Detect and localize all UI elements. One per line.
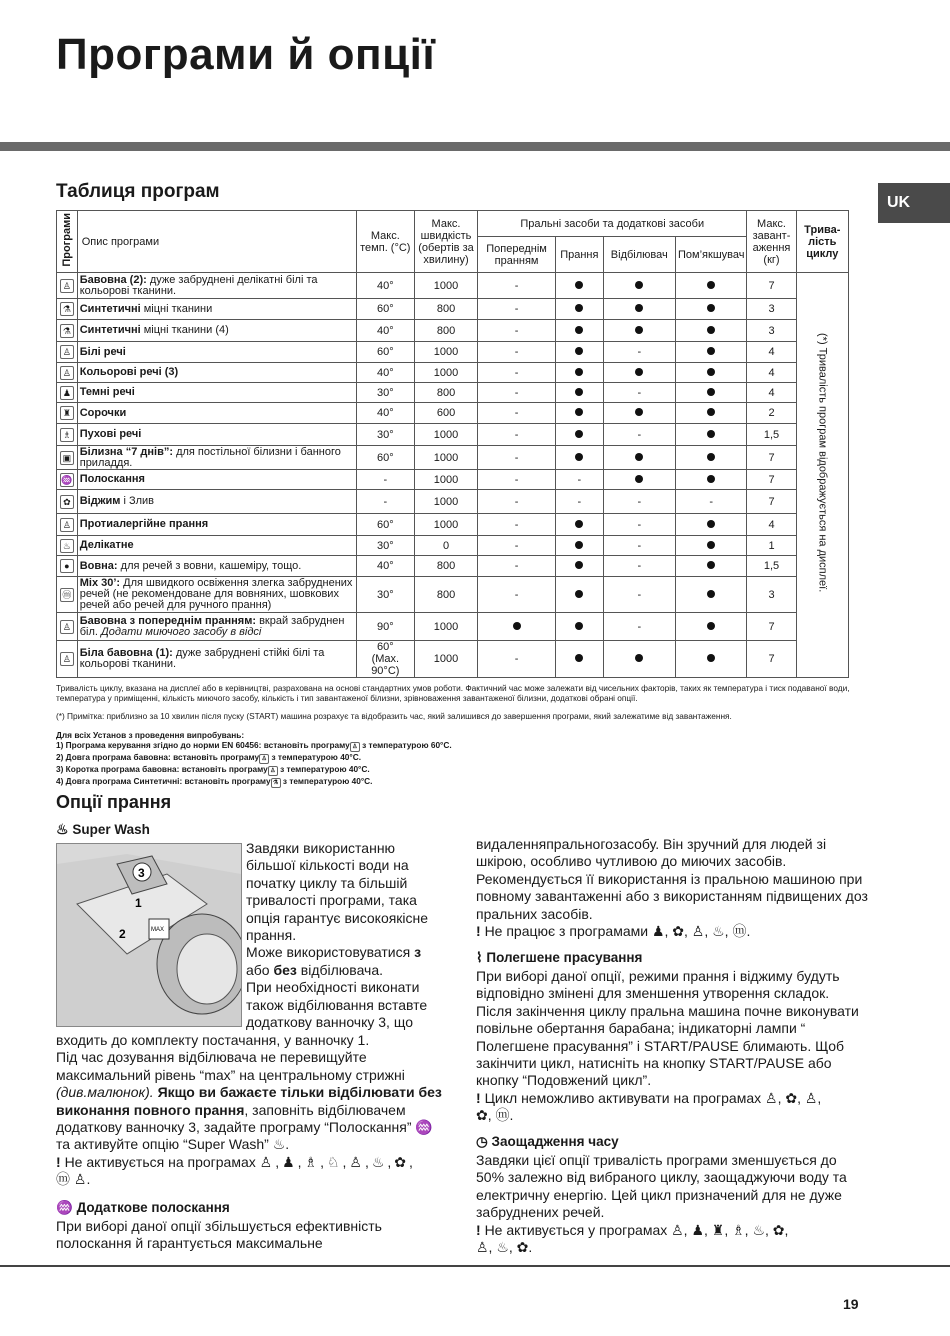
cell-temp: 60° [356,446,414,470]
cell-soft [676,577,747,613]
shirt-icon: ♙ [60,345,74,359]
prewash-90-icon: ♙ [73,1171,87,1188]
table-row [57,613,849,641]
cell-soft [676,613,747,641]
filled-dot [575,281,583,289]
cell-bleach: - [603,383,675,403]
cell-soft [676,342,747,363]
filled-dot [575,326,583,334]
cell-pre [477,613,555,641]
row-description: Білизна “7 днів”: для постільної білизни і банного приладдя. [77,446,356,470]
cell-wash: - [556,490,603,514]
table-row [57,403,849,424]
table-row [57,514,849,536]
iron-icon: ⌇ [476,950,483,965]
cell-wash [556,363,603,383]
cell-bleach: - [603,613,675,641]
cell-bleach [603,470,675,490]
cell-wash [556,320,603,342]
cell-temp: 30° [356,536,414,556]
cell-wash [556,641,603,678]
cell-pre: - [477,446,555,470]
language-tab: UK [878,183,950,223]
header-bleach: Відбілювач [603,237,675,273]
header-prewash: Попереднім пранням [477,237,555,273]
filled-dot [635,654,643,662]
cell-load: 4 [747,342,796,363]
row-icon [57,641,78,678]
table-row [57,446,849,470]
delicate-icon: ♨ [60,539,74,553]
fig-label-max: MAX [151,927,165,933]
cell-speed: 800 [415,299,478,320]
cell-load: 1,5 [747,424,796,446]
cell-load: 7 [747,641,796,678]
cell-wash [556,383,603,403]
table-row [57,470,849,490]
page-title: Програми й опції [56,30,436,79]
row-description: Вовна: для речей з вовни, кашеміру, тощо. [77,556,356,577]
filled-dot [575,347,583,355]
row-icon [57,273,78,299]
row-icon [57,536,78,556]
cell-wash [556,536,603,556]
table-footnote-2: (*) Примітка: приблизно за 10 хвилин після пуску (START) машина розрахує та відобразить час, який залишився до завершення програми, який залежатиме від завантаження. [56,711,732,721]
cell-temp: 90° [356,613,414,641]
cell-pre: - [477,363,555,383]
cell-load: 7 [747,470,796,490]
filled-dot [513,622,521,630]
cell-bleach: - [603,514,675,536]
rinse-icon: ♒ [415,1119,433,1136]
header-temp: Макс. темп. (°C) [356,211,414,273]
table-row [57,556,849,577]
cell-pre: - [477,490,555,514]
cell-pre: - [477,577,555,613]
filled-dot [707,520,715,528]
filled-dot [707,408,715,416]
easy-iron-text: При виборі даної опції, режими прання і віджиму будуть відповідно змінені для зменшення утворення складок. Після закінчення циклу пральна машина почне виконувати повільне обертання барабана; індикаторні лампи “ Полегшене прасування” і START/PAUSE блимають. Щоб закінчити цикл, натисніть на кнопку START/PAUSE або кнопку “Подовжений цикл”. ! Цикл неможливо активувати на програмах ♙, ✿, ♙, ✿, ⓜ. [476,968,859,1124]
cell-speed: 1000 [415,273,478,299]
row-icon [57,613,78,641]
filled-dot [707,281,715,289]
wool-icon: ● [60,559,74,573]
cell-speed: 1000 [415,490,478,514]
filled-dot [635,281,643,289]
cell-speed: 0 [415,536,478,556]
filled-dot [707,388,715,396]
cell-pre: - [477,383,555,403]
cell-soft [676,299,747,320]
cell-soft [676,641,747,678]
row-icon [57,556,78,577]
cell-soft [676,273,747,299]
cell-wash [556,514,603,536]
superwash-icon: ♨ [56,821,69,837]
cell-soft [676,383,747,403]
cell-load: 7 [747,273,796,299]
filled-dot [635,368,643,376]
shirt-40-icon: ♙ [60,279,74,293]
cell-wash [556,299,603,320]
superwash-text-narrow: Завдяки використанню більшої кількості води на початку циклу та більшій тривалості програми, така опція гарантує високоякісне прання. Може використовуватися з або без відбілювача. При необхідності виконати також відбілювання вставте додаткову ванночку 3, що [246,840,429,1031]
filled-dot [707,475,715,483]
header-duration: Трива-лість циклу [796,211,848,273]
program-icons: ♙,♟,♗,♘,♙,♨,✿, [259,1153,416,1170]
antiallergy-icon: ♙ [60,518,74,532]
cell-temp: 40° [356,556,414,577]
table-row [57,383,849,403]
row-icon [57,470,78,490]
row-description: Бавовна (2): дуже забруднені делікатні білі та кольорові тканини. [77,273,356,299]
fig-label-3: 3 [138,866,145,880]
header-detergents: Пральні засоби та додаткові засоби [477,211,746,237]
cell-load: 7 [747,490,796,514]
cell-bleach [603,446,675,470]
table-row [57,424,849,446]
row-description: Кольорові речі (3) [77,363,356,383]
header-softener: Пом’якшувач [676,237,747,273]
cell-load: 7 [747,613,796,641]
table-row [57,299,849,320]
filled-dot [707,347,715,355]
flask-icon: ⚗ [60,324,74,338]
filled-dot [575,622,583,630]
filled-dot [635,326,643,334]
test-instructions: Для всіх Установ з проведення випробувань: 1) Програма керування згідно до норми EN 60456: встановіть програму ♙ з температурою 60°C. 2) Довга програма бавовна: встановіть програму ♙ з температурою 40°C. 3) Коротка програма бавовна: встановіть програму ♙ з температурою 40°C. 4) Довга програма Синтетичні: встановіть програму ⚗ з температурою 40°C. [56,730,452,786]
filled-dot [707,304,715,312]
cell-temp: 30° [356,577,414,613]
cell-pre: - [477,514,555,536]
easy-iron-title: ⌇ Полегшене прасування [476,950,643,965]
cell-wash [556,613,603,641]
cell-temp: 40° [356,403,414,424]
row-icon [57,299,78,320]
shirt-color-icon: ♙ [268,766,278,776]
extra-rinse-title: ♒ Додаткове полоскання [56,1200,230,1215]
filled-dot [575,654,583,662]
cell-temp: 60° [356,514,414,536]
filled-dot [575,541,583,549]
cell-pre: - [477,470,555,490]
cell-wash [556,446,603,470]
fig-label-2: 2 [119,927,126,941]
table-footnote: Тривалість циклу, вказана на дисплеї або в керівництві, разрахована на основі стандартних умов роботи. Фактичний час може залежати від чисельних факторів, таких як температура і тиск подаваної води, температура у приміщенні, кількість миючого засобу, кількість і тип завантаженої білизни, зрівноваження завантаженої білизни, додаткові обрані опції. [56,683,850,703]
cell-load: 2 [747,403,796,424]
program-icons-3: ♙, ♟, ♜, ♗, ♨, ✿, [671,1221,789,1238]
superwash-icon: ♨ [272,1136,286,1153]
footer-rule [0,1265,950,1267]
cell-pre: - [477,342,555,363]
table-row [57,490,849,514]
row-description: Протиалергійне прання [77,514,356,536]
filled-dot [707,590,715,598]
cell-wash [556,273,603,299]
table-row [57,342,849,363]
row-icon [57,320,78,342]
cell-speed: 800 [415,556,478,577]
cell-load: 3 [747,320,796,342]
cell-bleach [603,403,675,424]
row-icon [57,363,78,383]
cell-bleach: - [603,577,675,613]
filled-dot [707,453,715,461]
cell-pre: - [477,424,555,446]
cell-speed: 800 [415,383,478,403]
cell-bleach: - [603,490,675,514]
row-description: Полоскання [77,470,356,490]
table-row [57,536,849,556]
row-icon [57,424,78,446]
cell-bleach [603,299,675,320]
row-icon [57,514,78,536]
cell-load: 3 [747,299,796,320]
options-heading: Опції прання [56,792,172,812]
row-icon [57,383,78,403]
table-heading: Таблиця програм [56,181,220,202]
cotton-60-icon: ♙ [60,652,74,666]
time-saving-text: Завдяки цієї опції тривалість програми зменшується до 50% залежно від вибраного циклу, заощаджуючи воду та електричну енергію. Цей цикл призначений для не дуже забруднених речей. ! Не активується у програмах ♙, ♟, ♜, ♗, ♨, ✿, ♙, ♨, ✿. [476,1152,847,1256]
filled-dot [635,408,643,416]
cell-temp: 40° [356,363,414,383]
program-icons-2b: ✿, ⓜ. [476,1107,514,1124]
superwash-text-wide: входить до комплекту постачання, у ванночку 1. Під час дозування відбілювача не перевищуйте максимальний рівень “max” на центральному стрижні (див.малюнок). Якщо ви бажаєте тільки відбілювати без виконання повного прання, заповніть відбілювачем додаткову ванночку 3, задайте програму “Полоскання” ♒ та активуйте опцію “Super Wash” ♨. ! Не активується на програмах ♙,♟,♗,♘,♙,♨,✿, ⓜ ♙. [56,1032,442,1188]
cell-temp: 60° (Max. 90°C) [356,641,414,678]
cell-temp: 30° [356,424,414,446]
filled-dot [575,304,583,312]
row-icon [57,403,78,424]
fig-label-1: 1 [135,896,142,910]
spin-icon: ✿ [60,495,74,509]
superwash-title: ♨ Super Wash [56,821,150,837]
flask-icon: ⚗ [60,302,74,316]
cell-load: 1 [747,536,796,556]
row-description: Mix 30’: Для швидкого освіження злегка забруднених речей (не рекомендоване для вовняних, шовкових речей або речей для ручного прання) [77,577,356,613]
cell-speed: 1000 [415,613,478,641]
cell-temp: - [356,490,414,514]
cell-wash: - [556,470,603,490]
feather-icon: ♗ [60,428,74,442]
duration-note: (*) Тривалість програм відображується на дисплеї. [796,273,848,678]
cell-load: 7 [747,446,796,470]
cell-bleach: - [603,424,675,446]
cell-soft [676,514,747,536]
cell-pre: - [477,556,555,577]
cell-wash [556,424,603,446]
towels-icon: ▣ [60,451,74,465]
row-description: Темні речі [77,383,356,403]
filled-dot [707,541,715,549]
cell-soft: - [676,490,747,514]
filled-dot [575,388,583,396]
shirt-color-icon: ♙ [60,366,74,380]
header-description: Опис програми [77,211,356,273]
filled-dot [707,430,715,438]
row-description: Делікатне [77,536,356,556]
filled-dot [575,590,583,598]
cell-soft [676,536,747,556]
cell-load: 4 [747,363,796,383]
cell-wash [556,556,603,577]
cell-pre: - [477,320,555,342]
filled-dot [575,520,583,528]
table-row [57,577,849,613]
cell-load: 3 [747,577,796,613]
col2-text: видаленняпральногозасобу. Він зручний для людей зі шкірою, особливо чутливою до миючих засобів. Рекомендується її використання із пральною машиною при повному завантаженні або з використанням підвищених доз пральних засобів. ! Не працює з програмами ♟, ✿, ♙, ♨, ⓜ. [476,836,868,940]
shirt-dark-icon: ♟ [60,386,74,400]
filled-dot [707,326,715,334]
cell-speed: 1000 [415,424,478,446]
filled-dot [635,453,643,461]
header-wash: Прання [556,237,603,273]
row-description: Білі речі [77,342,356,363]
cell-bleach: - [603,536,675,556]
row-description: Синтетичні міцні тканини (4) [77,320,356,342]
cell-speed: 1000 [415,470,478,490]
mix30-icon: ⓜ [60,588,74,602]
row-icon [57,490,78,514]
flask-icon: ⚗ [271,778,281,788]
cell-bleach: - [603,556,675,577]
cell-soft [676,446,747,470]
cell-pre: - [477,536,555,556]
cell-temp: 40° [356,273,414,299]
cell-wash [556,342,603,363]
filled-dot [575,453,583,461]
cell-soft [676,556,747,577]
cell-bleach: - [603,342,675,363]
shirt-40-icon: ♙ [259,754,269,764]
cell-soft [676,424,747,446]
header-load: Макс. завант-аження (кг) [747,211,796,273]
row-description: Біла бавовна (1): дуже забруднені стійкі білі та кольорові тканини. [77,641,356,678]
cell-temp: 60° [356,299,414,320]
cell-pre: - [477,273,555,299]
cell-load: 1,5 [747,556,796,577]
row-icon [57,342,78,363]
program-icons-1: ♟, ✿, ♙, ♨, ⓜ. [651,923,751,940]
cell-speed: 1000 [415,363,478,383]
row-description: Бавовна з попереднім пранням: вкрай забруднен біл. Додати миючого засобу в відсі [77,613,356,641]
filled-dot [575,561,583,569]
shirts-icon: ♜ [60,406,74,420]
cell-bleach [603,363,675,383]
filled-dot [635,304,643,312]
cell-speed: 1000 [415,641,478,678]
cell-pre: - [477,403,555,424]
timer-icon: ◷ [476,1134,488,1149]
cell-pre: - [477,641,555,678]
table-row [57,363,849,383]
table-row [57,641,849,678]
cell-soft [676,470,747,490]
page-number: 19 [843,1296,859,1312]
cell-soft [676,403,747,424]
row-icon [57,446,78,470]
extra-rinse-text: При виборі даної опції збільшується ефективність полоскання й гарантується максимальне [56,1218,382,1252]
cell-bleach [603,641,675,678]
filled-dot [707,654,715,662]
time-saving-title: ◷ Заощадження часу [476,1134,619,1149]
row-description: Віджим і Злив [77,490,356,514]
cell-soft [676,363,747,383]
cell-wash [556,577,603,613]
header-speed: Макс. швидкість (обертів за хвилину) [415,211,478,273]
cell-soft [676,320,747,342]
filled-dot [575,408,583,416]
cell-temp: 60° [356,342,414,363]
cell-load: 4 [747,514,796,536]
filled-dot [575,368,583,376]
header-rule [0,142,950,151]
dispenser-figure [56,843,242,1027]
cell-speed: 1000 [415,514,478,536]
program-table [56,210,849,678]
filled-dot [635,475,643,483]
rinse-icon: ♒ [56,1200,73,1215]
filled-dot [707,561,715,569]
cell-speed: 600 [415,403,478,424]
filled-dot [707,622,715,630]
filled-dot [575,430,583,438]
table-row [57,320,849,342]
mix30-icon: ⓜ [56,1171,70,1188]
cell-speed: 800 [415,320,478,342]
row-description: Синтетичні міцні тканини [77,299,356,320]
row-description: Сорочки [77,403,356,424]
cell-wash [556,403,603,424]
table-row [57,273,849,299]
cell-temp: 30° [356,383,414,403]
rinse-icon: ♒ [61,474,73,485]
cell-temp: - [356,470,414,490]
prewash-90-icon: ♙ [60,620,74,634]
cell-load: 4 [747,383,796,403]
header-programs: Програми [57,211,78,273]
program-icons-2: ♙, ✿, ♙, [765,1089,822,1106]
cell-bleach [603,320,675,342]
row-description: Пухові речі [77,424,356,446]
row-icon [57,577,78,613]
filled-dot [707,368,715,376]
cell-bleach [603,273,675,299]
cell-speed: 1000 [415,446,478,470]
cell-speed: 800 [415,577,478,613]
program-icons-3b: ♙, ♨, ✿. [476,1239,533,1256]
cell-temp: 40° [356,320,414,342]
shirt-60-icon: ♙ [350,742,360,752]
cell-pre: - [477,299,555,320]
cell-speed: 1000 [415,342,478,363]
